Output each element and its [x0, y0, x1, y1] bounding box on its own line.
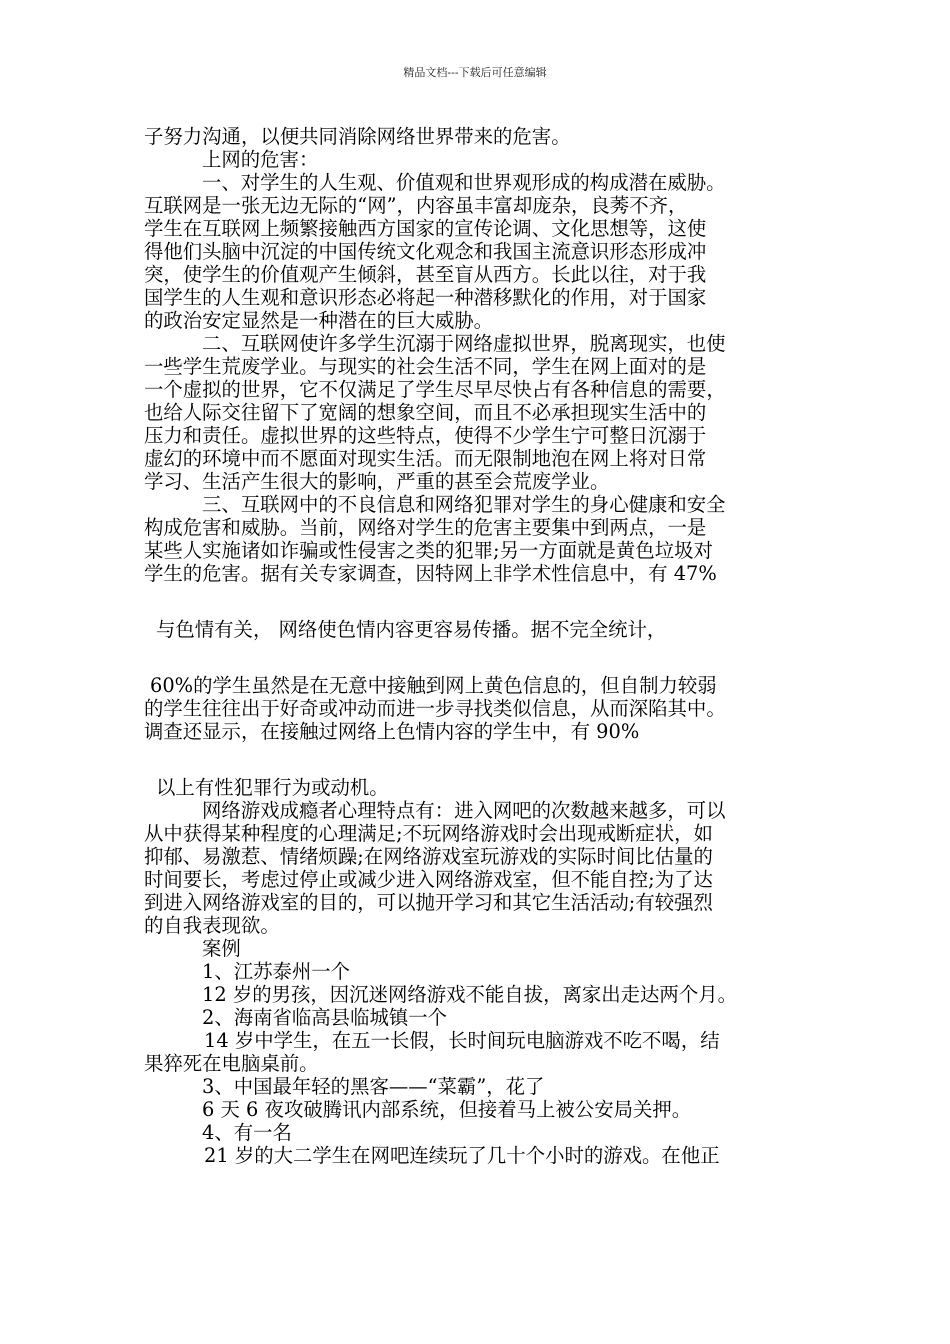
paragraph-start: 一、对学生的人生观、价值观和世界观形成的构成潜在威胁。: [202, 171, 726, 194]
text-line: 得他们头脑中沉淀的中国传统文化观念和我国主流意识形态形成冲: [144, 240, 707, 263]
case-text: 14 岁中学生，在五一长假，长时间玩电脑游戏不吃不喝，结: [204, 1029, 720, 1052]
text-line: 与色情有关， 网络使色情内容更容易传播。据不完全统计，: [156, 618, 667, 641]
spacer: [144, 585, 809, 618]
case-text: 12 岁的男孩，因沉迷网络游戏不能自拔，离家出走达两个月。: [202, 983, 737, 1006]
paragraph-start: 二、互联网使许多学生沉溺于网络虚拟世界，脱离现实，也使: [202, 332, 726, 355]
text-line: 到进入网络游戏室的目的，可以抛开学习和其它生活活动;有较强烈: [144, 891, 713, 914]
text-line: 果猝死在电脑桌前。: [144, 1052, 319, 1075]
text-line: 虚幻的环境中而不愿面对现实生活。而无限制地泡在网上将对日常: [144, 447, 707, 470]
text-line: 子努力沟通，以便共同消除网络世界带来的危害。: [144, 125, 571, 148]
case-item: 3、中国最年轻的黑客——“菜霸”，花了: [202, 1075, 545, 1098]
text-line: 抑郁、易激惹、情绪烦躁;在网络游戏室玩游戏的实际时间比估量的: [144, 845, 713, 868]
case-text: 21 岁的大二学生在网吧连续玩了几十个小时的游戏。在他正: [204, 1144, 720, 1167]
text-line: 互联网是一张无边无际的“网”，内容虽丰富却庞杂，良莠不齐，: [144, 194, 688, 217]
text-line: 构成危害和威胁。当前，网络对学生的危害主要集中到两点，一是: [144, 516, 707, 539]
spacer: [144, 641, 809, 674]
text-line: 某些人实施诸如诈骗或性侵害之类的犯罪;另一方面就是黄色垃圾对: [144, 539, 713, 562]
text-line: 从中获得某种程度的心理满足;不玩网络游戏时会出现戒断症状，如: [144, 822, 713, 845]
text-line: 也给人际交往留下了宽阔的想象空间，而且不必承担现实生活中的: [144, 401, 707, 424]
text-line: 一个虚拟的世界，它不仅满足了学生尽早尽快占有各种信息的需要，: [144, 378, 726, 401]
paragraph-start: 网络游戏成瘾者心理特点有：进入网吧的次数越来越多，可以: [202, 799, 726, 822]
case-item: 2、海南省临高县临城镇一个: [202, 1006, 448, 1029]
text-line: 60%的学生虽然是在无意中接触到网上黄色信息的，但自制力较弱: [150, 674, 717, 697]
case-item: 4、有一名: [202, 1121, 292, 1144]
text-line: 的自我表现欲。: [144, 914, 280, 937]
text-line: 突，使学生的价值观产生倾斜，甚至盲从西方。长此以往，对于我: [144, 263, 707, 286]
case-text: 6 天 6 夜攻破腾讯内部系统，但接着马上被公安局关押。: [202, 1098, 692, 1121]
text-line: 的政治安定显然是一种潜在的巨大威胁。: [144, 309, 494, 332]
spacer: [144, 743, 809, 776]
text-line: 一些学生荒废学业。与现实的社会生活不同，学生在网上面对的是: [144, 355, 707, 378]
case-heading: 案例: [202, 937, 241, 960]
text-line: 压力和责任。虚拟世界的这些特点，使得不少学生宁可整日沉溺于: [144, 424, 707, 447]
paragraph-start: 三、互联网中的不良信息和网络犯罪对学生的身心健康和安全: [202, 493, 726, 516]
text-line: 的学生往往出于好奇或冲动而进一步寻找类似信息，从而深陷其中。: [144, 697, 726, 720]
page-header: 精品文档---下载后可任意编辑: [403, 66, 547, 79]
case-item: 1、江苏泰州一个: [202, 960, 351, 983]
text-line: 以上有性犯罪行为或动机。: [156, 776, 389, 799]
document-body: [144, 125, 809, 1167]
text-line: 学生的危害。据有关专家调查，因特网上非学术性信息中，有 47%: [144, 562, 717, 585]
text-line: 学生在互联网上频繁接触西方国家的宣传论调、文化思想等，这使: [144, 217, 707, 240]
text-line: 国学生的人生观和意识形态必将起一种潜移默化的作用，对于国家: [144, 286, 707, 309]
text-line: 学习、生活产生很大的影响，严重的甚至会荒废学业。: [144, 470, 610, 493]
text-line: 调查还显示，在接触过网络上色情内容的学生中，有 90%: [144, 720, 640, 743]
section-heading: 上网的危害：: [202, 148, 319, 171]
text-line: 时间要长，考虑过停止或减少进入网络游戏室，但不能自控;为了达: [144, 868, 713, 891]
